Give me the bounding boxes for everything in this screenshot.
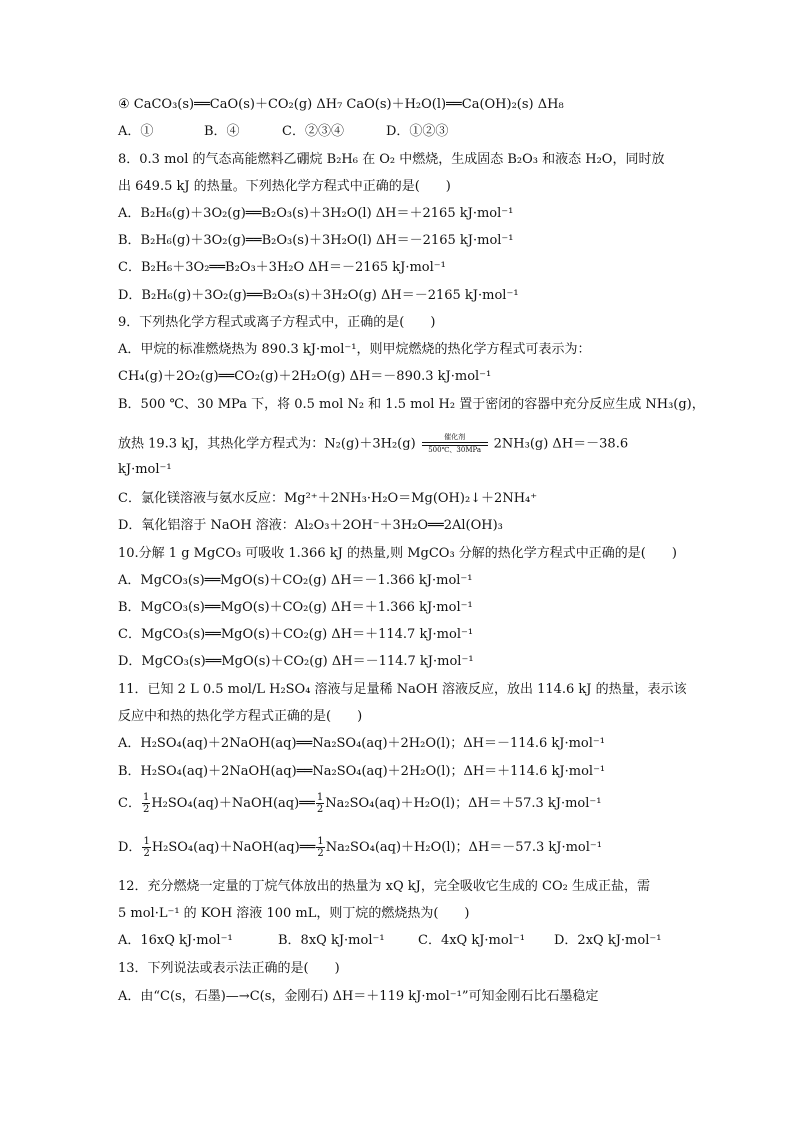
q8-option-a: A．B₂H₆(g)＋3O₂(g)══B₂O₃(s)＋3H₂O(l) ΔH＝＋2165 kJ·mol⁻¹ [118, 206, 514, 221]
fraction-one-half: $\frac{1}{2}$ [317, 836, 324, 859]
q9-option-b-line3: kJ·mol⁻¹ [118, 462, 172, 477]
q11-d-part1: H₂SO₄(aq)＋NaOH(aq)══ [151, 840, 316, 855]
q7-option-d: D．①②③ [386, 124, 449, 139]
q12-stem-line1: 12．充分燃烧一定量的丁烷气体放出的热量为 xQ kJ，完全吸收它生成的 CO₂ 生成正盐，需 [118, 879, 650, 894]
fraction-one-half: $\frac{1}{2}$ [143, 836, 150, 859]
q8-stem-line2: 出 649.5 kJ 的热量。下列热化学方程式中正确的是( ) [118, 179, 451, 194]
q11-c-label: C． [118, 796, 141, 811]
q11-stem-line2: 反应中和热的热化学方程式正确的是( ) [118, 709, 363, 724]
q12-option-d: D．2xQ kJ·mol⁻¹ [554, 933, 662, 948]
q8-option-b: B．B₂H₆(g)＋3O₂(g)══B₂O₃(s)＋3H₂O(l) ΔH＝－2165 kJ·mol⁻¹ [118, 233, 514, 248]
q11-stem-line1: 11．已知 2 L 0.5 mol/L H₂SO₄ 溶液与足量稀 NaOH 溶液反应，放出 114.6 kJ 的热量，表示该 [118, 682, 687, 697]
q10-stem: 10.分解 1 g MgCO₃ 可吸收 1.366 kJ 的热量,则 MgCO₃ 分解的热化学方程式中正确的是( ) [118, 546, 677, 561]
fraction-one-half: $\frac{1}{2}$ [316, 792, 324, 815]
q8-stem-line1: 8．0.3 mol 的气态高能燃料乙硼烷 B₂H₆ 在 O₂ 中燃烧，生成固态 B₂O₃ 和液态 H₂O，同时放 [118, 152, 665, 167]
q10-option-d: D．MgCO₃(s)══MgO(s)＋CO₂(g) ΔH＝－114.7 kJ·mol⁻¹ [118, 654, 474, 669]
fraction-one-half: $\frac{1}{2}$ [142, 792, 150, 815]
q7-option-a: A．① [118, 124, 154, 139]
q10-option-c: C．MgCO₃(s)══MgO(s)＋CO₂(g) ΔH＝＋114.7 kJ·mol⁻¹ [118, 627, 474, 642]
q9-b-equation-right: 2NH₃(g) ΔH＝－38.6 [493, 436, 629, 452]
q11-d-label: D． [118, 840, 142, 855]
q11-c-part1: H₂SO₄(aq)＋NaOH(aq)══ [151, 796, 315, 811]
q8-option-c: C．B₂H₆＋3O₂══B₂O₃＋3H₂O ΔH＝－2165 kJ·mol⁻¹ [118, 260, 446, 275]
q12-stem-line2: 5 mol·L⁻¹ 的 KOH 溶液 100 mL，则丁烷的燃烧热为( ) [118, 906, 470, 921]
q8-option-d: D．B₂H₆(g)＋3O₂(g)══B₂O₃(s)＋3H₂O(g) ΔH＝－2165 kJ·mol⁻¹ [118, 288, 519, 303]
q9-b-equation-left: 放热 19.3 kJ，其热化学方程式为：N₂(g)＋3H₂(g) [118, 436, 416, 452]
q11-option-c [118, 792, 601, 815]
q9-option-c: C．氯化镁溶液与氨水反应：Mg²⁺＋2NH₃·H₂O＝Mg(OH)₂↓＋2NH₄⁺ [118, 491, 538, 506]
q7-options [118, 123, 448, 141]
q13-stem: 13．下列说法或表示法正确的是( ) [118, 961, 340, 976]
q12-option-b: B．8xQ kJ·mol⁻¹ [278, 933, 385, 948]
q10-option-b: B．MgCO₃(s)══MgO(s)＋CO₂(g) ΔH＝＋1.366 kJ·mol⁻¹ [118, 600, 473, 615]
condition-label: 500℃、30MPa [428, 446, 482, 454]
q9-option-d: D．氧化铝溶于 NaOH 溶液：Al₂O₃＋2OH⁻＋3H₂O══2Al(OH)₃ [118, 518, 503, 533]
q11-option-d [118, 836, 602, 859]
q9-option-a-line1: A．甲烷的标准燃烧热为 890.3 kJ·mol⁻¹，则甲烷燃烧的热化学方程式可表示为： [118, 342, 591, 357]
q9-option-b-line1: B．500 ℃、30 MPa 下，将 0.5 mol N₂ 和 1.5 mol H₂ 置于密闭的容器中充分反应生成 NH₃(g)， [118, 397, 705, 412]
q13-option-a: A．由“C(s，石墨)—→C(s，金刚石) ΔH＝＋119 kJ·mol⁻¹”可知金刚石比石墨稳定 [118, 989, 599, 1004]
q7-option-c: C．②③④ [282, 124, 344, 139]
q9-option-a-line2: CH₄(g)＋2O₂(g)══CO₂(g)＋2H₂O(g) ΔH＝－890.3 kJ·mol⁻¹ [118, 369, 492, 384]
q11-c-part2: Na₂SO₄(aq)＋H₂O(l)；ΔH＝＋57.3 kJ·mol⁻¹ [325, 796, 602, 811]
catalyst-label: 催化剂 [444, 433, 466, 441]
q12-option-c: C．4xQ kJ·mol⁻¹ [418, 933, 525, 948]
q10-option-a: A．MgCO₃(s)══MgO(s)＋CO₂(g) ΔH＝－1.366 kJ·mol⁻¹ [118, 573, 473, 588]
q7-item4: ④ CaCO₃(s)══CaO(s)＋CO₂(g) ΔH₇ CaO(s)＋H₂O(l)══Ca(OH)₂(s) ΔH₈ [118, 97, 564, 112]
q12-options [118, 932, 661, 950]
q11-option-b: B．H₂SO₄(aq)＋2NaOH(aq)══Na₂SO₄(aq)＋2H₂O(l)；ΔH＝＋114.6 kJ·mol⁻¹ [118, 764, 606, 779]
q11-option-a: A．H₂SO₄(aq)＋2NaOH(aq)══Na₂SO₄(aq)＋2H₂O(l)；ΔH＝－114.6 kJ·mol⁻¹ [118, 736, 605, 751]
q9-option-b-line2 [118, 433, 628, 455]
q11-d-part2: Na₂SO₄(aq)＋H₂O(l)；ΔH＝－57.3 kJ·mol⁻¹ [325, 840, 602, 855]
reaction-condition-arrow [422, 433, 488, 455]
q12-option-a: A．16xQ kJ·mol⁻¹ [118, 933, 233, 948]
q7-option-b: B．④ [204, 124, 240, 139]
q9-stem: 9．下列热化学方程式或离子方程式中，正确的是( ) [118, 315, 436, 330]
